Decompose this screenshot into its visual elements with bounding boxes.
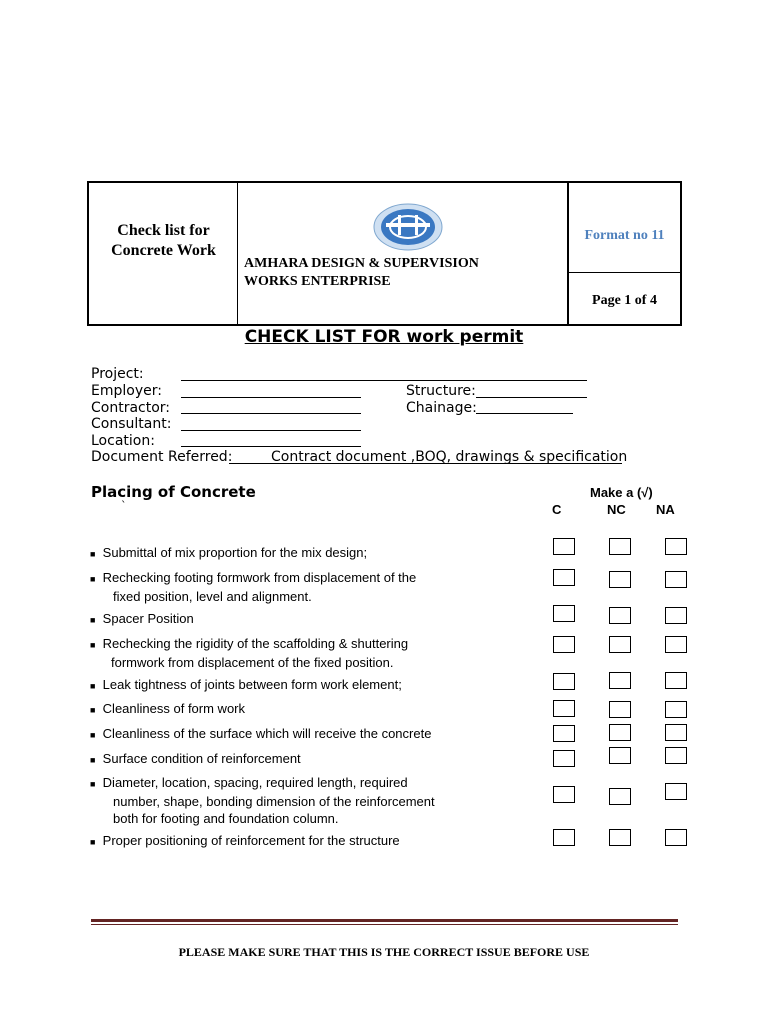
bullet-icon: ■ [90, 640, 96, 650]
checkbox-nc[interactable] [609, 607, 631, 624]
checkbox-c[interactable] [553, 786, 575, 803]
bullet-icon: ■ [90, 705, 96, 715]
format-cell [567, 183, 680, 324]
make-a-mark-heading: Make a (√) [590, 485, 653, 500]
cell-divider [569, 272, 680, 273]
list-item: ■ Leak tightness of joints between form work element; [90, 677, 402, 692]
checkbox-c[interactable] [553, 750, 575, 767]
checkbox-nc[interactable] [609, 747, 631, 764]
format-number: Format no 11 [584, 228, 665, 243]
contractor-label: Contractor: [91, 400, 171, 416]
bullet-icon: ■ [90, 730, 96, 740]
bullet-icon: ■ [90, 755, 96, 765]
checkbox-nc[interactable] [609, 672, 631, 689]
document-referred-label: Document Referred: [91, 449, 233, 465]
checkbox-na[interactable] [665, 829, 687, 846]
document-header [87, 181, 682, 326]
checkbox-na[interactable] [665, 607, 687, 624]
list-item: ■ Diameter, location, spacing, required length, required number, shape, bonding dimension of the reinforcement both for footing and foundation column. [90, 775, 435, 826]
checkbox-na[interactable] [665, 538, 687, 555]
checkbox-na[interactable] [665, 701, 687, 718]
checkbox-c[interactable] [553, 538, 575, 555]
doc-title: Check list for Concrete Work [111, 222, 216, 259]
page-indicator: Page 1 of 4 [592, 293, 657, 308]
checkbox-c[interactable] [553, 700, 575, 717]
footer-notice: PLEASE MAKE SURE THAT THIS IS THE CORRECT ISSUE BEFORE USE [178, 945, 590, 959]
list-item: ■ Cleanliness of form work [90, 701, 245, 716]
checkbox-nc[interactable] [609, 724, 631, 741]
bullet-icon: ■ [90, 574, 96, 584]
checkbox-c[interactable] [553, 636, 575, 653]
bullet-icon: ■ [90, 615, 96, 625]
section-title: Placing of Concrete [91, 483, 256, 501]
checkbox-na[interactable] [665, 672, 687, 689]
structure-label: Structure: [406, 383, 476, 399]
chainage-label: Chainage: [406, 400, 477, 416]
footer-rule-thin [91, 924, 678, 925]
checkbox-nc[interactable] [609, 636, 631, 653]
list-item: ■ Rechecking the rigidity of the scaffolding & shuttering formwork from displacement of the fixed position. [90, 636, 409, 670]
contractor-field[interactable] [181, 413, 361, 414]
organization-name: AMHARA DESIGN & SUPERVISION WORKS ENTERPRISE [244, 256, 479, 289]
chainage-field[interactable] [476, 413, 573, 414]
bullet-icon: ■ [90, 837, 96, 847]
page-title: CHECK LIST FOR work permit [244, 327, 524, 347]
bullet-icon: ■ [90, 681, 96, 691]
list-item: ■ Proper positioning of reinforcement for the structure [90, 833, 400, 848]
list-item: ■ Rechecking footing formwork from displacement of the fixed position, level and alignment. [90, 570, 417, 604]
employer-field[interactable] [181, 397, 361, 398]
document-referred-value: Contract document ,BOQ, drawings & specification [271, 449, 628, 465]
list-item: ■ Surface condition of reinforcement [90, 751, 301, 766]
checkbox-na[interactable] [665, 571, 687, 588]
checkbox-nc[interactable] [609, 571, 631, 588]
checkbox-na[interactable] [665, 747, 687, 764]
checkbox-na[interactable] [665, 724, 687, 741]
enterprise-logo [372, 202, 444, 252]
stray-mark: ` [121, 499, 127, 512]
column-c-header: C [552, 502, 562, 517]
doc-title-cell [89, 183, 238, 324]
checkbox-c[interactable] [553, 673, 575, 690]
list-item: ■ Spacer Position [90, 611, 194, 626]
consultant-field[interactable] [181, 430, 361, 431]
location-label: Location: [91, 433, 155, 449]
list-item: ■ Cleanliness of the surface which will receive the concrete [90, 726, 432, 741]
checkbox-c[interactable] [553, 725, 575, 742]
checkbox-nc[interactable] [609, 788, 631, 805]
bullet-icon: ■ [90, 779, 96, 789]
project-label: Project: [91, 366, 144, 382]
location-field[interactable] [181, 446, 361, 447]
footer-rule-thick [91, 919, 678, 922]
list-item: ■ Submittal of mix proportion for the mix design; [90, 545, 368, 560]
checkbox-nc[interactable] [609, 538, 631, 555]
checkbox-na[interactable] [665, 636, 687, 653]
employer-label: Employer: [91, 383, 162, 399]
structure-field[interactable] [476, 397, 587, 398]
column-na-header: NA [656, 502, 675, 517]
checkbox-c[interactable] [553, 569, 575, 586]
consultant-label: Consultant: [91, 416, 172, 432]
checkbox-c[interactable] [553, 605, 575, 622]
checkbox-nc[interactable] [609, 829, 631, 846]
project-field[interactable] [181, 380, 587, 381]
checkbox-c[interactable] [553, 829, 575, 846]
column-nc-header: NC [607, 502, 626, 517]
checkbox-nc[interactable] [609, 701, 631, 718]
checkbox-na[interactable] [665, 783, 687, 800]
bullet-icon: ■ [90, 549, 96, 559]
